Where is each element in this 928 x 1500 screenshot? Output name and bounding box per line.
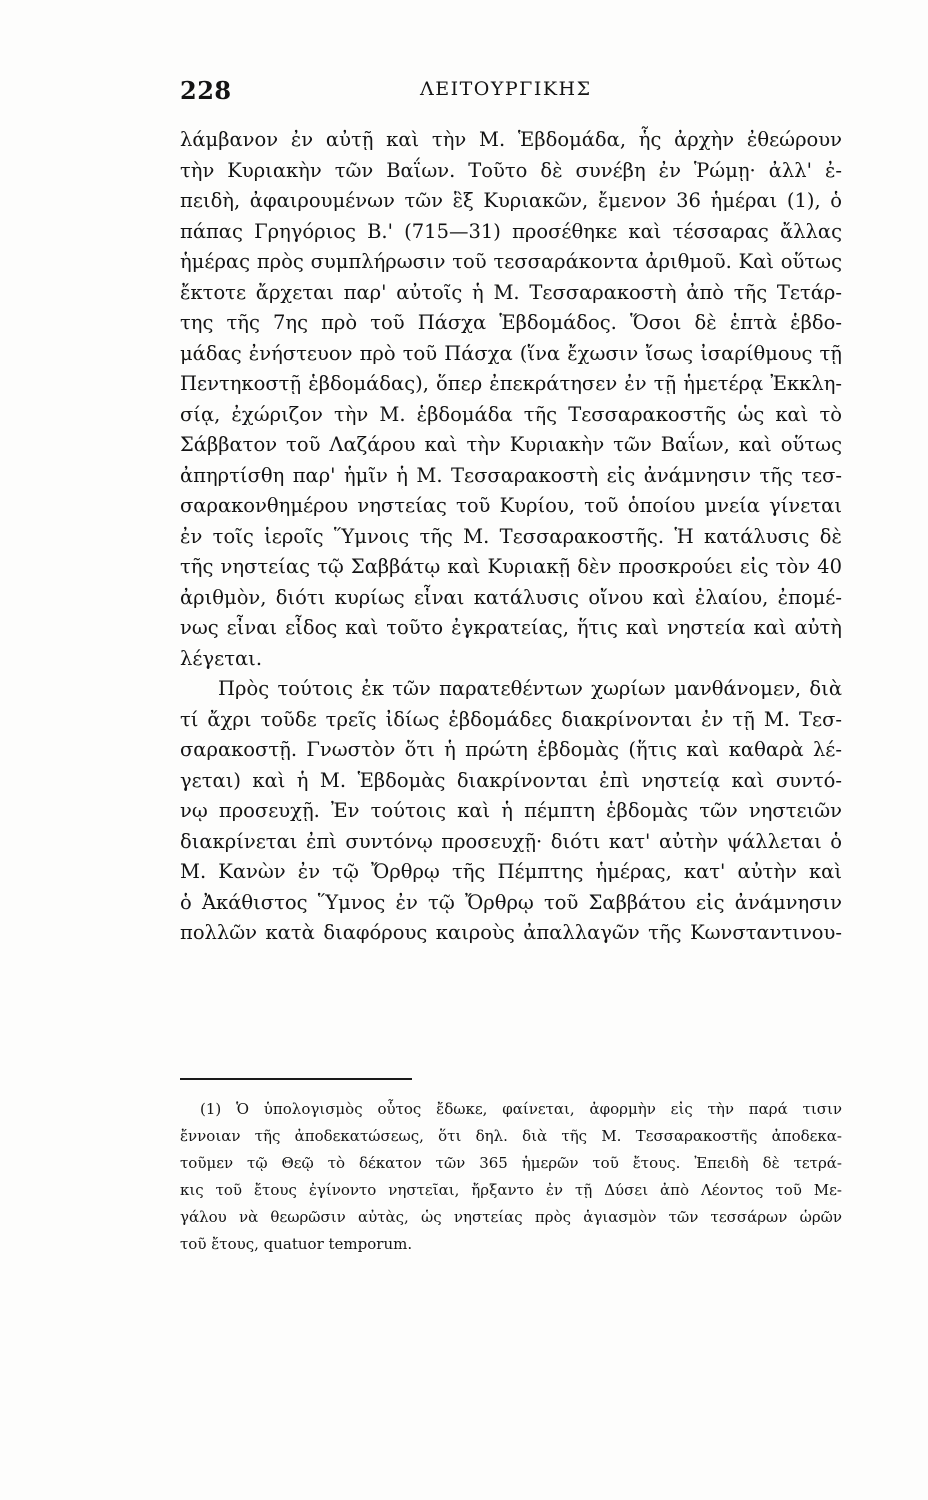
text-line: της τῆς 7ης πρὸ τοῦ Πάσχα Ἑβδομάδος. Ὅσοι δὲ ἑπτὰ ἑβδο- xyxy=(180,311,842,334)
text-line: Πεντηκοστῇ ἑβδομάδας), ὅπερ ἐπεκράτησεν ἐν τῇ ἡμετέρᾳ Ἐκκλη- xyxy=(180,372,842,395)
text-line: πάπας Γρηγόριος Β.' (715—31) προσέθηκε καὶ τέσσαρας ἄλλας xyxy=(180,219,842,243)
text-line: ἀπηρτίσθη παρ' ἡμῖν ἡ Μ. Τεσσαρακοστὴ εἰς ἀνάμνησιν τῆς τεσ- xyxy=(180,463,842,487)
text-line: Σάββατον τοῦ Λαζάρου καὶ τὴν Κυριακὴν τῶν Βαΐων, καὶ οὕτως xyxy=(180,433,842,456)
paragraph-start-line: Πρὸς τούτοις ἐκ τῶν παρατεθέντων χωρίων μανθάνομεν, διὰ xyxy=(218,677,842,700)
text-line: λάμβανον ἐν αὐτῇ καὶ τὴν Μ. Ἑβδομάδα, ἧς ἀρχὴν ἐθεώρουν xyxy=(180,128,842,151)
footnote-line: κις τοῦ ἔτους ἐγίνοντο νηστεῖαι, ἤρξαντο ἐν τῇ Δύσει ἀπὸ Λέοντος τοῦ Με- xyxy=(180,1181,842,1199)
text-line: σαρακοστῇ. Γνωστὸν ὅτι ἡ πρώτη ἑβδομὰς (ἥτις καὶ καθαρὰ λέ- xyxy=(180,738,842,761)
text-line: γεται) καὶ ἡ Μ. Ἑβδομὰς διακρίνονται ἐπὶ νηστείᾳ καὶ συντό- xyxy=(180,768,842,792)
text-line: νως εἶναι εἶδος καὶ τοῦτο ἐγκρατείας, ἥτις καὶ νηστεία καὶ αὐτὴ xyxy=(180,616,842,639)
footnote-line: γάλου νὰ θεωρῶσιν αὐτὰς, ὡς νηστείας πρὸς ἁγιασμὸν τῶν τεσσάρων ὡρῶν xyxy=(180,1208,842,1226)
footnote-line: τοῦμεν τῷ Θεῷ τὸ δέκατον τῶν 365 ἡμερῶν τοῦ ἔτους. Ἐπειδὴ δὲ τετρά- xyxy=(180,1154,842,1172)
text-line: μάδας ἐνήστευον πρὸ τοῦ Πάσχα (ἵνα ἔχωσιν ἴσως ἰσαρίθμους τῇ xyxy=(180,341,842,365)
running-head: ΛΕΙΤΟΥΡΓΙΚΗΣ xyxy=(420,78,592,100)
text-line: τί ἄχρι τοῦδε τρεῖς ἰδίως ἑβδομάδες διακρίνονται ἐν τῇ Μ. Τεσ- xyxy=(180,707,842,731)
page-header xyxy=(180,70,840,110)
footnote-line: ἔννοιαν τῆς ἀποδεκατώσεως, ὅτι δηλ. διὰ τῆς Μ. Τεσσαρακοστῆς ἀποδεκα- xyxy=(180,1127,842,1145)
text-line: ἔκτοτε ἄρχεται παρ' αὐτοῖς ἡ Μ. Τεσσαρακοστὴ ἀπὸ τῆς Τετάρ- xyxy=(180,280,842,304)
text-line: σίᾳ, ἐχώριζον τὴν Μ. ἑβδομάδα τῆς Τεσσαρακοστῆς ὡς καὶ τὸ xyxy=(180,402,842,426)
text-line: ἐν τοῖς ἱεροῖς Ὕμνοις τῆς Μ. Τεσσαρακοστῆς. Ἡ κατάλυσις δὲ xyxy=(180,524,842,548)
main-text xyxy=(180,125,842,949)
text-line: Μ. Κανὼν ἐν τῷ Ὄρθρῳ τῆς Πέμπτης ἡμέρας, κατ' αὐτὴν καὶ xyxy=(180,860,842,883)
text-line: ὁ Ἀκάθιστος Ὕμνος ἐν τῷ Ὄρθρῳ τοῦ Σαββάτου εἰς ἀνάμνησιν xyxy=(180,890,842,914)
text-line: διακρίνεται ἐπὶ συντόνῳ προσευχῇ· διότι κατ' αὐτὴν ψάλλεται ὁ xyxy=(180,829,842,853)
footnote-line: (1) Ὁ ὑπολογισμὸς οὗτος ἔδωκε, φαίνεται, ἀφορμὴν εἰς τὴν παρά τισιν xyxy=(200,1100,842,1118)
text-line: ἀριθμὸν, διότι κυρίως εἶναι κατάλυσις οἴνου καὶ ἐλαίου, ἐπομέ- xyxy=(180,585,842,609)
text-line: νῳ προσευχῇ. Ἐν τούτοις καὶ ἡ πέμπτη ἑβδομὰς τῶν νηστειῶν xyxy=(180,799,842,822)
text-line: τῆς νηστείας τῷ Σαββάτῳ καὶ Κυριακῇ δὲν προσκρούει εἰς τὸν 40 xyxy=(180,555,842,578)
paragraph-end-line: λέγεται. xyxy=(180,646,263,670)
text-line: ἡμέρας πρὸς συμπλήρωσιν τοῦ τεσσαράκοντα ἀριθμοῦ. Καὶ οὕτως xyxy=(180,250,842,273)
footnotes xyxy=(180,1096,842,1258)
text-line: πειδὴ, ἀφαιρουμένων τῶν ἓξ Κυριακῶν, ἔμενον 36 ἡμέραι (1), ὁ xyxy=(180,189,842,212)
footnote-line: τοῦ ἔτους, quatuor temporum. xyxy=(180,1235,413,1253)
text-line: τὴν Κυριακὴν τῶν Βαΐων. Τοῦτο δὲ συνέβη ἐν Ῥώμῃ· ἀλλ' ἐ- xyxy=(180,158,842,182)
footnote-rule xyxy=(180,1078,412,1080)
page-number: 228 xyxy=(180,76,232,105)
text-line: σαρακονθημέρου νηστείας τοῦ Κυρίου, τοῦ ὁποίου μνεία γίνεται xyxy=(180,494,842,517)
text-line: πολλῶν κατὰ διαφόρους καιροὺς ἀπαλλαγῶν τῆς Κωνσταντινου- xyxy=(180,921,842,944)
